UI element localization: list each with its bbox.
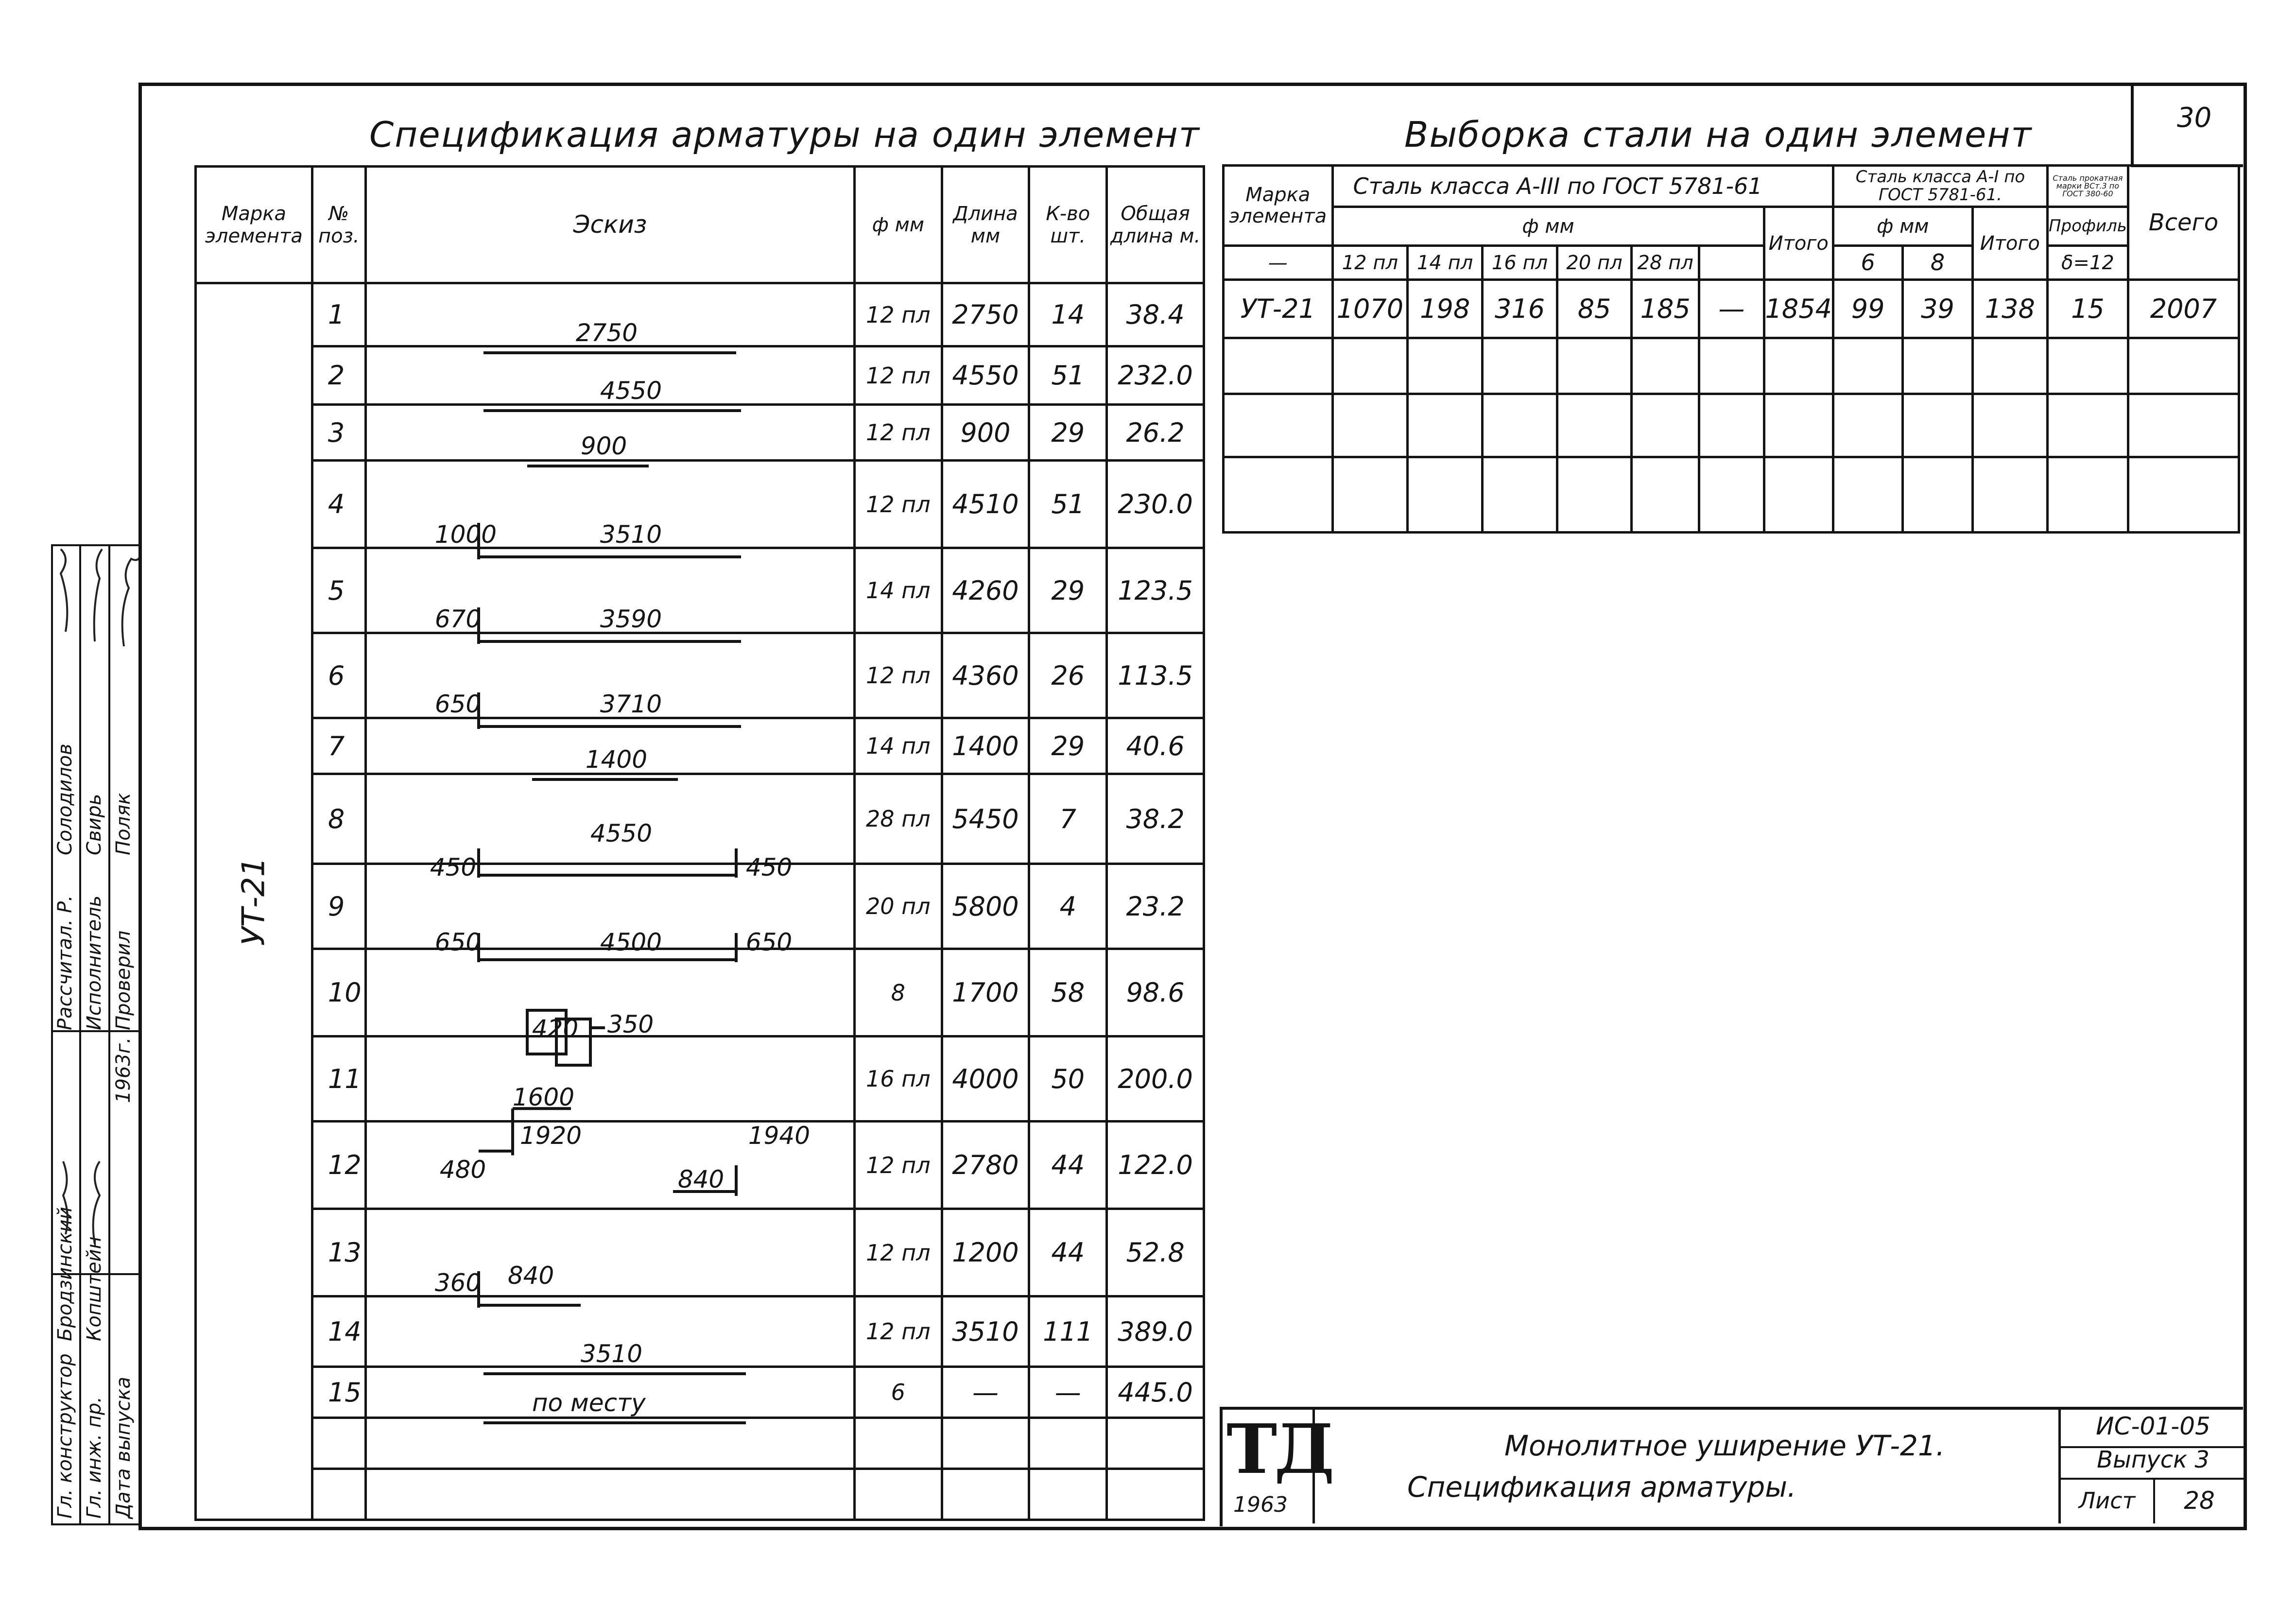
spec-row xyxy=(196,548,1204,633)
spec-len: 5450 xyxy=(942,774,1029,864)
vyb-mark-dash: — xyxy=(1224,246,1333,280)
spec-pos: 15 xyxy=(312,1367,365,1418)
spec-pos: 12 xyxy=(312,1122,365,1209)
vyb-profile: Профиль xyxy=(2047,207,2128,246)
stamp-vypusk: Выпуск 3 xyxy=(2061,1446,2245,1480)
vyb-a1-col: 8 xyxy=(1903,246,1972,280)
spec-total: 26.2 xyxy=(1107,405,1204,461)
logo: ТД xyxy=(1226,1410,1332,1489)
stamp-list-label: Лист xyxy=(2061,1478,2155,1523)
spec-dia: 20 пл xyxy=(855,864,942,949)
vyb-a3-col: 28 пл xyxy=(1632,246,1699,280)
vyb-col-mark: Марка элемента xyxy=(1224,166,1333,246)
spec-dia: 6 xyxy=(855,1367,942,1418)
vyb-a1-val: 99 xyxy=(1833,280,1903,338)
sketch-label: 670 xyxy=(434,605,482,633)
side-name: Поляк xyxy=(112,793,135,855)
sketch-cell xyxy=(365,633,854,718)
sketch-label: 4500 xyxy=(600,928,662,956)
spec-len: 4000 xyxy=(942,1037,1029,1122)
spec-pos: 1 xyxy=(312,283,365,346)
spec-row xyxy=(196,1367,1204,1418)
vyborka-title: Выборка стали на один элемент xyxy=(1404,114,2033,155)
spec-total: 445.0 xyxy=(1107,1367,1204,1418)
sketch-label: 450 xyxy=(430,853,477,881)
vyb-mark: УТ-21 xyxy=(1224,280,1333,338)
sketch-cell xyxy=(365,1122,854,1209)
spec-qty: 44 xyxy=(1029,1209,1107,1296)
sketch-cell xyxy=(365,949,854,1043)
spec-qty: 111 xyxy=(1029,1296,1107,1367)
vyb-vsego: 2007 xyxy=(2128,280,2239,338)
stamp-line1: Монолитное уширение УТ-21. xyxy=(1504,1429,1945,1462)
vyb-a3-val: — xyxy=(1699,280,1764,338)
spec-pos: 7 xyxy=(312,718,365,774)
spec-len: 5800 xyxy=(942,864,1029,949)
spec-len: 2750 xyxy=(942,283,1029,346)
side-name: Солодилов xyxy=(54,743,76,855)
spec-row xyxy=(196,864,1204,949)
spec-qty: 7 xyxy=(1029,774,1107,864)
spec-title: Спецификация арматуры на один элемент xyxy=(369,114,1200,155)
vyb-steel-a1: Сталь класса А-I по ГОСТ 5781-61. xyxy=(1833,166,2048,207)
stamp-code: ИС-01-05 xyxy=(2061,1412,2245,1448)
vyb-a1-col: 6 xyxy=(1833,246,1903,280)
spec-len: 1200 xyxy=(942,1209,1029,1296)
spec-row xyxy=(196,283,1204,346)
spec-empty-cell xyxy=(942,1418,1029,1469)
spec-empty-cell xyxy=(1029,1418,1107,1469)
vyb-a3-col: 16 пл xyxy=(1483,246,1557,280)
spec-pos: 6 xyxy=(312,633,365,718)
vyb-a3-col: 14 пл xyxy=(1408,246,1483,280)
sketch-label: 1400 xyxy=(585,745,648,774)
spec-row xyxy=(196,1209,1204,1296)
col-dia: ф мм xyxy=(855,167,942,283)
spec-empty-cell xyxy=(312,1418,365,1469)
vyb-a3-col: 12 пл xyxy=(1332,246,1408,280)
stamp-line2: Спецификация арматуры. xyxy=(1407,1470,1796,1503)
sketch-label: 1000 xyxy=(434,520,497,549)
vyb-steel-prof: Сталь прокатная марки ВСт.3 по ГОСТ 380-60 xyxy=(2047,166,2128,207)
sketch-label: 3710 xyxy=(600,690,662,718)
col-total: Общая длина м. xyxy=(1107,167,1204,283)
sketch-label: 3510 xyxy=(580,1340,643,1368)
spec-qty: 29 xyxy=(1029,718,1107,774)
side-role: Рассчитал. Р. xyxy=(54,895,76,1030)
sketch-label: по месту xyxy=(532,1389,646,1417)
sketch-label: 3510 xyxy=(600,520,662,549)
sketch-label: 350 xyxy=(607,1010,654,1038)
spec-total: 200.0 xyxy=(1107,1037,1204,1122)
sketch-cell xyxy=(365,1367,854,1418)
spec-dia: 28 пл xyxy=(855,774,942,864)
title-block xyxy=(1220,1407,2243,1526)
spec-qty: 51 xyxy=(1029,461,1107,548)
spec-total: 389.0 xyxy=(1107,1296,1204,1367)
sketch-label: 2750 xyxy=(575,318,638,347)
spec-empty-cell xyxy=(1107,1418,1204,1469)
spec-row xyxy=(196,949,1204,1037)
side-name: Копштейн xyxy=(83,1236,105,1341)
side-role: Проверил xyxy=(112,930,135,1030)
side-date: 1963г. xyxy=(112,1037,135,1103)
spec-len: 4510 xyxy=(942,461,1029,548)
sketch-cell xyxy=(365,548,854,633)
stamp-list-no: 28 xyxy=(2184,1486,2215,1515)
vyb-itogo-a3: Итого xyxy=(1764,207,1833,280)
spec-qty: 58 xyxy=(1029,949,1107,1037)
vyb-a3-val: 185 xyxy=(1632,280,1699,338)
spec-dia: 8 xyxy=(855,949,942,1037)
sketch-label: 650 xyxy=(434,928,482,956)
side-role: Гл. инж. пр. xyxy=(83,1396,105,1519)
spec-empty-cell xyxy=(1107,1469,1204,1520)
spec-len: 4360 xyxy=(942,633,1029,718)
sketch-label: 650 xyxy=(745,928,793,956)
sketch-label: 900 xyxy=(580,432,627,460)
sketch-cell xyxy=(365,864,854,956)
spec-pos: 8 xyxy=(312,774,365,864)
spec-row xyxy=(196,774,1204,864)
spec-total: 23.2 xyxy=(1107,864,1204,949)
sketch-cell xyxy=(365,461,854,548)
spec-qty: 29 xyxy=(1029,548,1107,633)
vyb-col-vsego: Всего xyxy=(2128,166,2239,280)
spec-dia: 14 пл xyxy=(855,548,942,633)
spec-row xyxy=(196,1296,1204,1367)
spec-empty-cell xyxy=(312,1469,365,1520)
spec-dia: 12 пл xyxy=(855,1209,942,1296)
spec-total: 38.4 xyxy=(1107,283,1204,346)
logo-year: 1963 xyxy=(1233,1492,1288,1517)
sketch-label: 650 xyxy=(434,690,482,718)
spec-empty-cell xyxy=(855,1469,942,1520)
sketch-cell xyxy=(365,1209,854,1296)
sketch-label: 840 xyxy=(677,1165,725,1193)
sketch-label: 840 xyxy=(507,1261,554,1290)
side-name: Бродзинский xyxy=(54,1207,76,1341)
vyb-a1-itogo: 138 xyxy=(1972,280,2047,338)
vyb-a3-val: 316 xyxy=(1483,280,1557,338)
spec-total: 123.5 xyxy=(1107,548,1204,633)
spec-dia: 16 пл xyxy=(855,1037,942,1122)
vyb-a3-col: 20 пл xyxy=(1557,246,1632,280)
sketch-cell xyxy=(365,1296,854,1367)
logo-box xyxy=(1223,1410,1332,1523)
vyb-a3-val: 198 xyxy=(1408,280,1483,338)
page-number-box xyxy=(2131,83,2243,167)
spec-pos: 9 xyxy=(312,864,365,949)
sketch-cell xyxy=(365,283,854,346)
spec-row xyxy=(196,1037,1204,1122)
spec-total: 38.2 xyxy=(1107,774,1204,864)
col-qty: К-во шт. xyxy=(1029,167,1107,283)
spec-empty-cell xyxy=(1029,1469,1107,1520)
vyb-dia-a1: ф мм xyxy=(1833,207,1973,246)
sketch-label: 3590 xyxy=(600,605,662,633)
spec-row xyxy=(196,1122,1204,1209)
spec-dia: 12 пл xyxy=(855,346,942,405)
spec-pos: 2 xyxy=(312,346,365,405)
sketch-label: 1600 xyxy=(512,1083,575,1111)
spec-row xyxy=(196,405,1204,461)
sketch-cell xyxy=(365,346,854,405)
spec-len: 1700 xyxy=(942,949,1029,1037)
spec-total: 98.6 xyxy=(1107,949,1204,1037)
spec-dia: 12 пл xyxy=(855,461,942,548)
vyb-a3-val: 85 xyxy=(1557,280,1632,338)
sketch-label: 4550 xyxy=(600,376,662,405)
side-role: Дата выпуска xyxy=(112,1377,135,1519)
spec-row xyxy=(196,346,1204,405)
spec-len: 1400 xyxy=(942,718,1029,774)
spec-total: 230.0 xyxy=(1107,461,1204,548)
side-role: Исполнитель xyxy=(83,895,105,1030)
vyb-empty-row xyxy=(1224,394,2239,457)
sketch-cell xyxy=(365,718,854,774)
spec-pos: 3 xyxy=(312,405,365,461)
sketch-label: 480 xyxy=(439,1155,486,1184)
col-len: Длина мм xyxy=(942,167,1029,283)
spec-empty-cell xyxy=(942,1469,1029,1520)
spec-total: 232.0 xyxy=(1107,346,1204,405)
vyb-dia-a3: ф мм xyxy=(1332,207,1764,246)
side-signature-stamp xyxy=(51,544,138,1523)
spec-empty-cell xyxy=(365,1469,854,1520)
spec-dia: 12 пл xyxy=(855,633,942,718)
vyb-empty-row xyxy=(1224,338,2239,394)
spec-dia: 12 пл xyxy=(855,1296,942,1367)
spec-len: 4260 xyxy=(942,548,1029,633)
spec-qty: 26 xyxy=(1029,633,1107,718)
spec-dia: 12 пл xyxy=(855,283,942,346)
spec-qty: 50 xyxy=(1029,1037,1107,1122)
vyb-delta: δ=12 xyxy=(2047,246,2128,280)
spec-dia: 12 пл xyxy=(855,405,942,461)
spec-dia: 14 пл xyxy=(855,718,942,774)
spec-pos: 11 xyxy=(312,1037,365,1122)
vyb-a1-val: 39 xyxy=(1903,280,1972,338)
spec-len: 2780 xyxy=(942,1122,1029,1209)
spec-qty: — xyxy=(1029,1367,1107,1418)
vyborka-table xyxy=(1222,164,2240,534)
spec-dia: 12 пл xyxy=(855,1122,942,1209)
signature-scribbles xyxy=(51,544,138,1370)
spec-qty: 29 xyxy=(1029,405,1107,461)
page-number: 30 xyxy=(2177,102,2212,134)
spec-len: 3510 xyxy=(942,1296,1029,1367)
sketch-label: 1920 xyxy=(519,1121,582,1150)
spec-table xyxy=(194,165,1205,1521)
element-mark xyxy=(196,283,312,1520)
spec-pos: 10 xyxy=(312,949,365,1037)
col-mark: Марка элемента xyxy=(196,167,312,283)
spec-qty: 4 xyxy=(1029,864,1107,949)
spec-pos: 14 xyxy=(312,1296,365,1367)
sketch-label: 4550 xyxy=(590,819,653,847)
spec-row xyxy=(196,718,1204,774)
spec-len: 900 xyxy=(942,405,1029,461)
spec-pos: 5 xyxy=(312,548,365,633)
vyb-empty-row xyxy=(1224,457,2239,533)
vyb-a3-val: 1070 xyxy=(1332,280,1408,338)
spec-qty: 51 xyxy=(1029,346,1107,405)
sketch-label: 450 xyxy=(745,853,793,881)
spec-pos: 4 xyxy=(312,461,365,548)
spec-pos: 13 xyxy=(312,1209,365,1296)
spec-total: 122.0 xyxy=(1107,1122,1204,1209)
col-sketch: Эскиз xyxy=(365,167,854,283)
spec-len: 4550 xyxy=(942,346,1029,405)
spec-len: — xyxy=(942,1367,1029,1418)
spec-total: 113.5 xyxy=(1107,633,1204,718)
element-mark-label: УТ-21 xyxy=(236,857,272,946)
sketch-label: 1940 xyxy=(748,1121,811,1150)
spec-total: 52.8 xyxy=(1107,1209,1204,1296)
sketch-cell xyxy=(365,405,854,461)
sketch-cell xyxy=(365,774,854,881)
col-pos: № поз. xyxy=(312,167,365,283)
sketch-label: 420 xyxy=(532,1014,579,1043)
spec-qty: 44 xyxy=(1029,1122,1107,1209)
vyb-itogo-a1: Итого xyxy=(1972,207,2047,280)
spec-row xyxy=(196,633,1204,718)
sketch-label: 360 xyxy=(434,1268,482,1297)
vyb-a3-itogo: 1854 xyxy=(1764,280,1833,338)
spec-total: 40.6 xyxy=(1107,718,1204,774)
vyb-profile-val: 15 xyxy=(2047,280,2128,338)
side-role: Гл. конструктор xyxy=(54,1353,76,1519)
spec-empty-cell xyxy=(855,1418,942,1469)
spec-row xyxy=(196,461,1204,548)
side-name: Свирь xyxy=(83,794,105,855)
vyb-steel-a3: Сталь класса А-III по ГОСТ 5781-61 xyxy=(1332,166,1833,207)
spec-qty: 14 xyxy=(1029,283,1107,346)
vyb-a3-col xyxy=(1699,246,1764,280)
spec-row xyxy=(196,1469,1204,1520)
